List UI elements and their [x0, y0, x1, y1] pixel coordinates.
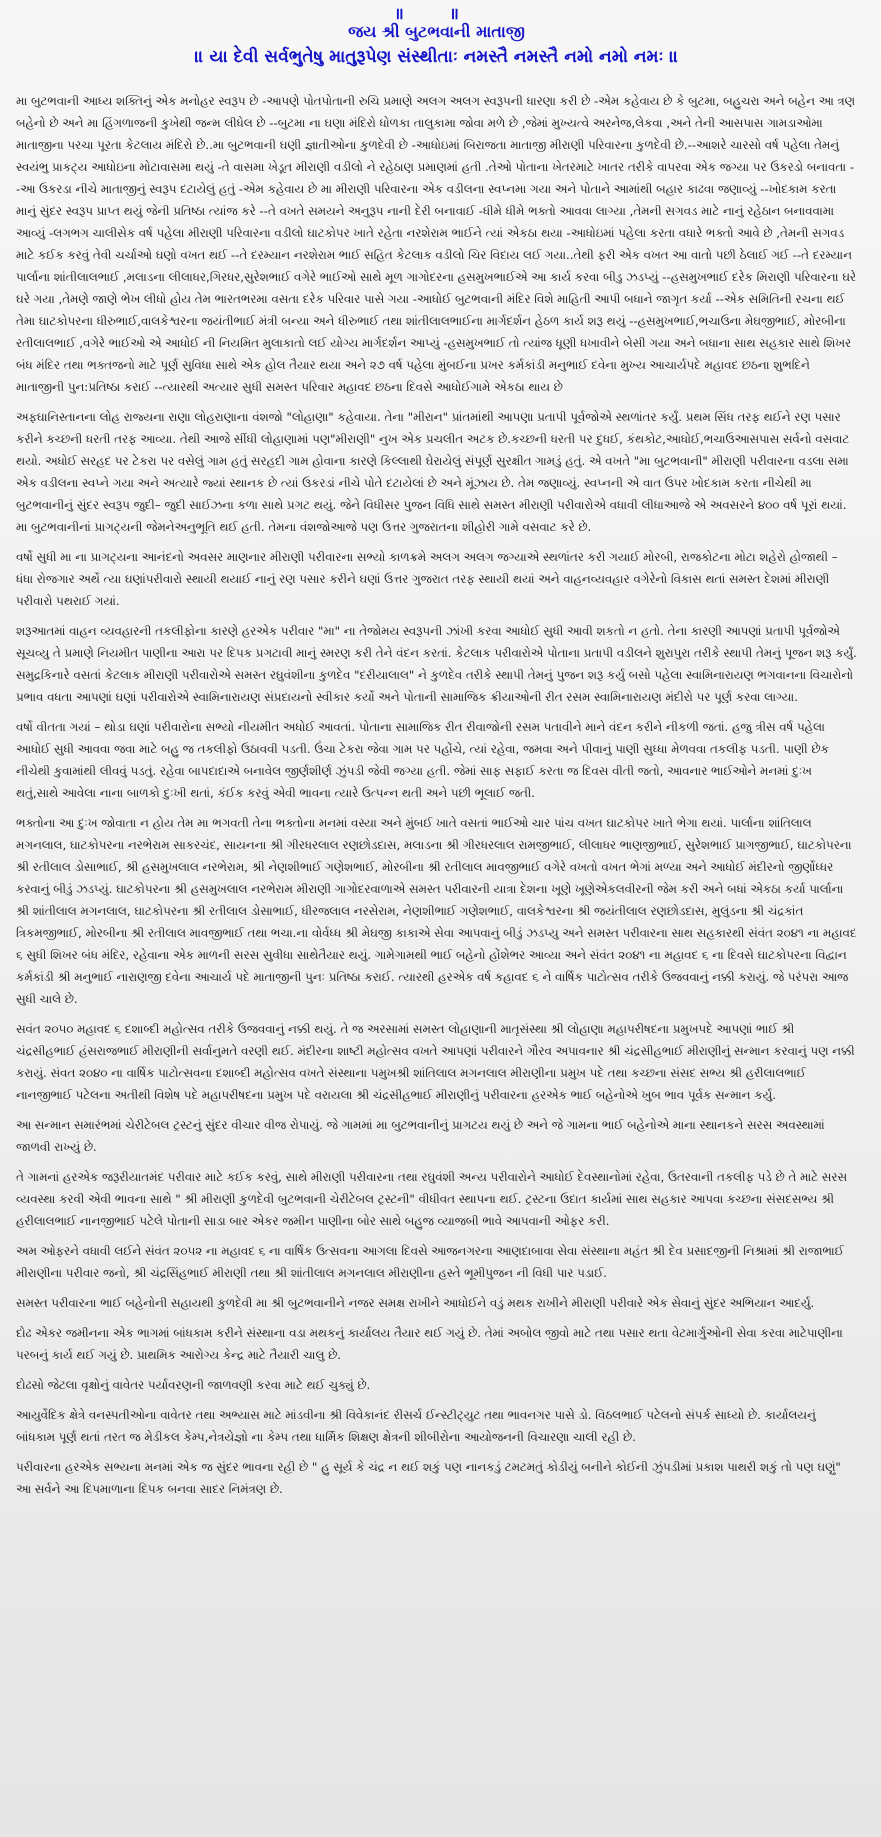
page-header	[16, 6, 857, 70]
paragraph-3: વર્ષો સુધી મા ના પ્રાગટ્યના આનંદનો અવસર માણનાર મીરાણી પરીવારના સભ્યો કાળક્રમે અલગ અલગ જગ્યાએ સ્થળાંતર કરી ગયાઈ મોરબી, રાજકોટના મોટા શહેરો હોજાથી – ધંધા રોજગાર અર્થે ત્યા ઘણાંપરીવારો સ્થાયી થયાઈ નાનું રણ પસાર કરીને ઘણાં ઉત્તર ગુજરાત તરફ સ્થાયી થયાં અને વાહનવ્યવહાર વગેરેનો વિકાસ થતાં સમસ્ત દેશમાં મીરાણી પરીવારો પથરાઈ ગયાં.	[16, 550, 838, 608]
paragraph-12: દોઢ એકર જમીનના એક ભાગમાં બાંધકામ કરીને સંસ્થાના વડા મથકનું કાર્યાલય તૈયાર થઈ ગયું છે. તેમાં અબોલ જીવો માટે તથા પસાર થતા વેટમાર્ગુઓની સેવા કરવા માટેપાણીના પરબનું કાર્ય થઈ ગયું છે. પ્રાથમિક આરોગ્ય કેન્દ્ર માટે તૈયારી ચાલુ છે.	[16, 1326, 843, 1362]
paragraph-14: આયુર્વેદિક ક્ષેત્રે વનસ્પતીઓના વાવેતર તથા અભ્યાસ માટે માંડવીના શ્રી વિવેકાનંદ રીસર્ચ ઈન્સ્ટીટ્યુટ તથા ભાવનગર પાસે ડો. વિઠલભાઈ પટેલનો સંપર્ક સાધ્યો છે. કાર્યાલયનું બાંધકામ પૂર્ણ થતાં તરત જ મેડીકલ કેમ્પ,નેત્રયેજ્ઞો ના કેમ્પ તથા ધાર્મિક શિક્ષણ ક્ષેત્રની શીબીરોના આયોજનની વિચારણા ચાલી રહી છે.	[16, 1408, 816, 1444]
page-title: જય શ્રી બુટભવાની માતાજી	[348, 22, 525, 41]
paragraph-2: અફઘાનિસ્તાનના લોહ રાજ્યના રાણા લોહરાણાના વંશજો "લોહાણા" કહેવાયા. તેના "મીરાન" પ્રાંતમાંથી આપણા પ્રતાપી પૂર્વજોએ સ્થળાંતર કર્યું. પ્રથમ સિંધ તરફ થઈને રણ પસાર કરીને કચ્છની ધરતી તરફ આવ્યા. તેથી આજે સીંધી લોહાણામાં પણ"મીરાણી" નુખ એક પ્રચલીત અટક છે.કચ્છની ધરતી પર દુધઈ, કંથકોટ,આધોઈ,ભચાઉઆસપાસ સર્વનો વસવાટ થયો. અધોઈ સરહદ પર ટેકરા પર વસેલું ગામ હતું સરહદી ગામ હોવાના કારણે કિલ્લાથી ઘેરાયેલું સંપૂર્ણ સુરક્ષીત ગામડું હતું. એ વખતે "મા બુટભવાની" મીરાણી પરીવારના વડલા સમા એક વડીલના સ્વપ્ને ગયા અને અત્યારે જ્યાં સ્થાનક છે ત્યાં ઉકરડાં નીચે પોતે દટાયેલાં છે અને મૂંઝાય છે. તેમ જણાવ્યું. સ્વપ્નની એ વાત ઉપર ખોદકામ કરતા નીચેથી મા બુટભવાનીનું સુંદર સ્વરૂપ જુદી– જુદી સાઈઝના કળા સાથે પ્રગટ થયું. જેને વિધીસર પુજન વિધિ સાથે સમસ્ત મીરાણી પરીવારોએ વધાવી લીધાઆજે એ અવસરને ૪૦૦ વર્ષ પૂરાં થયાં. મા બુટભવાનીનાં પ્રાગટ્યની જેમનેઅનુભૂતિ થઈ હતી. તેમના વંશજોઆજે પણ ઉત્તર ગુજરાતના શીહોરી ગામે વસવાટ કરે છે.	[16, 410, 850, 534]
paragraph-11: સમસ્ત પરીવારના ભાઈ બહેનોની સહાયથી કુળદેવી મા શ્રી બુટભવાનીને નજર સમક્ષ રાખીને આધોઈને વડું મથક રાખીને મીરાણી પરીવારે એક સેવાનું સુંદર અભિયાન આદર્યુ.	[16, 1296, 815, 1310]
paragraph-7: સવંત ૨૦૫૦ મહાવદ ૬ દશાબ્દી મહોત્સવ તરીકે ઉજવવાનું નક્કી થયું. તે જ અરસામાં સમસ્ત લોહાણાની માતૃસંસ્થા શ્રી લોહાણા મહાપરીષદના પ્રમુખપદે આપણાં ભાઈ શ્રી ચંદ્રસીહભાઈ હંસરાજભાઈ મીરાણીની સર્વાનુમતે વરણી થઈ. મંદીરના શાષ્ટી મહોત્સવ વખતે આપણાં પરીવારને ગૌરવ અપાવનાર શ્રી ચંદ્રસીહભાઈ મીરાણીનું સન્માન કરવાનું પણ નક્કી કરાયું. સંવત ૨૦૪૦ ના વાર્ષિક પાટોત્સવના દશાબ્દી મહોત્સવ વખતે સંસ્થાના પમુખશ્રી શાંતિલાલ મગનલાલ મીરાણીના પ્રમુખ પદે તથા કચ્છના સંસદ સભ્ય શ્રી હરીલાલભાઈ નાનજીભાઈ પટેલના અતીથી વિશેષ પદે મહાપરીષદના પ્રમુખ પદે વરાયલા શ્રી ચંદ્રસીહભાઈ મીરાણીનું પરીવારના હરએક ભાઈ બહેનોએ ખુબ ભાવ પૂર્વક સન્માન કર્યુ.	[16, 1022, 855, 1102]
header-marks: ॥ ॥	[394, 4, 479, 23]
article-body	[16, 90, 857, 1500]
header-mantra: ॥ યા દેવી સર્વભુતેષુ માતુરૂપેણ સંસ્થીતાઃ નમસ્તૈ નમસ્તૈ નમો નમો નમઃ ॥	[194, 47, 679, 67]
paragraph-8: આ સન્માન સમારંભમાં ચેરીટેબલ ટ્રસ્ટનું સુંદર વીચાર વીજ રોપાયું. જે ગામમાં મા બુટભવાનીનું પ્રાગટય થયું છે અને જે ગામના ભાઈ બહેનોએ માના સ્થાનકને સરસ અવસ્થામાં જાળવી રાખ્યું છે.	[16, 1118, 825, 1154]
paragraph-6: ભક્તોના આ દુઃખ જોવાતા ન હોય તેમ મા ભગવતી તેના ભક્તોના મનમાં વસ્યા અને મુંબઈ ખાતે વસતાં ભાઈઓ ચાર પાંચ વખત ઘાટકોપર ખાતે ભેગા થયાં. પાર્લાના શાંતિલાલ મગનલાલ, ઘાટકોપરના નરભેરામ સાકરચંદ, સાયનના શ્રી ગીરધરલાલ રણછોડદાસ, મલાડના શ્રી ગીરધરલાલ રામજીભાઈ, લીલાધર ભાણજીભાઈ, સુરેશભાઈ પ્રાગજીભાઈ, ઘાટકોપરના શ્રી રતીલાલ ડોસાભાઈ, શ્રી હસમુખલાલ નરભેરામ, શ્રી નેણશીભાઈ ગણેશભાઈ, મોરબીના શ્રી રતીલાલ માવજીભાઈ વગેરે વખતો વખત ભેગાં મળ્યા અને આધોઈ મંદીરનો જીર્ણોધ્ધર કરવાનું બીડું ઝડપ્યું. ઘાટકોપરના શ્રી હસમુખલાલ નરભેરામ મીરાણી ગાગોદરવાળાએ સમસ્ત પરીવારની યાત્રા દેશના ખૂણે ખૂણેએકલવીરની જેમ કરી અને બધાં એકઠા કર્યા પાર્લાના શ્રી શાંતીલાલ મગનલાલ, ઘાટકોપરના શ્રી રતીલાલ ડોસાભાઈ, ધીરજલાલ નરસેરામ, નેણશીભાઈ ગણેશભાઈ, વાલકેશ્વરના શ્રી જયંતીલાલ રણછોડદાસ, મુલુંડના શ્રી ચંદ્રકાંત ત્રિકમજીભાઈ, મોરબીના શ્રી રતીલાલ માવજીભાઈ તથા ભચા.ના વોર્વધ્ધ શ્રી મેઘજી કાકાએ સેવા આપવાનું બીડું ઝડપ્યુ અને સમસ્ત પરીવારના સાથ સહકારથી સંવંત ૨૦૪૧ ના મહાવદ ૬ સુધી શિખર બંધ મંદિર, રહેવાના એક માળની સરસ સુવીધા સાથેતૈયાર થયું. ગામેગામથી ભાઈ બહેનો હોંશેભર આવ્યા અને સંવંત ૨૦૪૧ ના મહાવદ ૬ ના દિવસે ઘાટકોપરના વિદ્વાન કર્મકાંડી શ્રી મનુભાઈ નારાણજી દવેના આચાર્ય પદે માતાજીની પુનઃ પ્રતિષ્ઠા કરાઈ. ત્યારથી હરએક વર્ષ કહાવદ ૬ ને વાર્ષિક પાટોત્સવ તરીકે ઉજવવાનું નક્કી કરાયું. જે પરંપરા આજ સુધી ચાલે છે.	[16, 816, 857, 1006]
paragraph-15: પરીવારના હરએક સભ્યના મનમાં એક જ સુંદર ભાવના રહી છે " હુ સૂર્ય કે ચંદ્ર ન થઈ શકું પણ નાનકડું ટમટમતું કોડીયું બનીને કોઈની ઝુંપડીમાં પ્રકાશ પાથરી શકું તો પણ ઘણું" આ સર્વને આ દિપમાળાના દિપક બનવા સાદર નિમંત્રણ છે.	[16, 1460, 841, 1496]
paragraph-5: વર્ષો વીતતા ગયાં – થોડા ઘણાં પરીવારોના સભ્યો નીયમીત અધોઈ આવતાં. પોતાના સામાજિક રીત રીવાજોની રસમ પતાવીને માને વંદન કરીને નીકળી જતાં. હજુ ત્રીસ વર્ષ પહેલા આધોઈ સુધી આવવા જવા માટે બહુ જ તકલીફો ઉઠાવવી પડતી. ઉંચા ટેકરા જેવા ગામ પર પહોંચે, ત્યાં રહેવા, જમવા અને પીવાનું પાણી સુધ્ધા મેળવવા તકલીફ પડતી. પાણી છેક નીચેથી કુવામાંથી લીવવું પડતું. રહેવા બાપદાદાએ બનાવેલ જીર્ણશીર્ણ ઝુંપડી જેવી જગ્યા હતી. જેમાં સાફ સફાઈ કરતા જ દિવસ વીતી જતો, આવનાર ભાઈઓને મનમાં દુઃખ થતું,સાથે આવેલા નાના બાળકો દુઃખી થતાં, કંઈક કરવું એવી ભાવના ત્યારે ઉત્પન્ન થતી અને પછી ભૂલાઈ જતી.	[16, 720, 829, 800]
paragraph-9: તે ગામનાં હરએક જરૂરીયાતમંદ પરીવાર માટે કઈક કરવું, સાથે મીરાણી પરીવારના તથા રઘુવંશી અન્ય પરીવારોને આધોઈ દેવસ્થાનોમાં રહેવા, ઉતરવાની તકલીફ પડે છે તે માટે સરસ વ્યવસ્થા કરવી એવી ભાવના સાથે " શ્રી મીરાણી કુળદેવી બુટભવાની ચેરીટેબલ ટ્રસ્ટની" વીધીવત સ્થાપના થઈ. ટ્રસ્ટના ઉદાત કાર્યમાં સાથ સહકાર આપવા કચ્છના સંસદસભ્ય શ્રી હરીલાલભાઈ નાનજીભાઈ પટેલે પોતાની સાડા બાર એકર જમીન પાણીના બોર સાથે બહુજ વ્યાજબી ભાવે આપવાની ઓફર કરી.	[16, 1170, 848, 1228]
paragraph-4: શરૂઆતમાં વાહન વ્યવહારની તકલીફોના કારણે હરએક પરીવાર "મા" ના તેજોમય સ્વરૂપની ઝાંખી કરવા આધોઈ સુધી આવી શકતો ન હતો. તેના કારણી આપણાં પ્રતાપી પૂર્વજોએ સૂચવ્યુ તે પ્રમાણે નિયમીત પાણીના આરા પર દિપક પ્રગટાવી માનું સ્મરણ કરી તેને વંદન કરતાં. કેટલાક પરીવારોએ પોતાના પ્રતાપી વડીલને શુરાપુરા તરીકે સ્થાપી તેમનું પૂજન શરૂ કર્યું. સમુદ્રકિનારે વસતાં કેટલાક મીરાણી પરીવારોએ સમસ્ત રઘુવંશીના કુળદેવ "દરીયાલાલ" ને કુળદેવ તરીકે સ્થાપી તેમનું પુજન શરૂ કર્યુ બસો પહેલા સ્વામિનારાયણ ભગવાનના વિચારોનો પ્રભાવ વધતા આપણાં ઘણાં પરીવારોએ સ્વામિનારાયણ સંપ્રદાયનો સ્વીકાર કર્યો અને પોતાની સામાજિક ક્રીયાઓની રીત રસમ સ્વામિનારાયણ મંદીરો પર પૂર્ણ કરવા લાગ્યા.	[16, 624, 857, 704]
paragraph-10: અમ ઓફરને વધાવી લઈને સંવંત ૨૦૫૨ ના મહાવદ ૬ ના વાર્ષિક ઉત્સવના આગલા દિવસે આજનગરના આણદાબાવા સેવા સંસ્થાના મહંત શ્રી દેવ પ્રસાદજીની નિશ્રામાં શ્રી રાજાભાઈ મીરાણીના પરીવાર જનો, શ્રી ચંદ્રસિંહભાઈ મીરાણી તથા શ્રી શાંતીલાલ મગનલાલ મીરાણીના હસ્તે ભૂમીપુજન ની વિધી પાર પડાઈ.	[16, 1244, 844, 1280]
paragraph-1: મા બુટભવાની આધ્ય શક્તિનું એક મનોહર સ્વરૂપ છે -આપણે પોતપોતાની રુચિ પ્રમાણે અલગ અલગ સ્વરૂપની ધારણા કરી છે -એમ કહેવાય છે કે બુટમા, બહુચરા અને બહેન આ ત્રણ બહેનો છે અને મા હિંગળાજની કુખેથી જન્મ લીધેલ છે --બુટમા ના ઘણા મંદિરો ધોળકા તાલુકામા જોવા મળે છે ,જેમાં મુખ્યત્વે અરનેજ,લેકવા ,અને તેની આસપાસ ગામડાઓમા માતાજીના પરચા પૂરતા કેટલાય મંદિરો છે..મા બુટભવાની ઘણી જ્ઞાતીઓના કુળદેવી છે -આધોઇમાં બિરાજતા માતાજી મીરાણી પરિવારના કુળદેવી છે.--આશરે ચારસો વર્ષ પહેલા તેમનું સ્વયંભુ પ્રાકટ્ય આધોઇના મોટાવાસમા થયું -તે વાસમા ખેડૂત મીરાણી વડીલો ને રહેઠાણ પ્રમાણમાં હતી .તેઓ પોતાના ખેતરમાટે ખાતર તરીકે વાપરવા એક જગ્યા પર ઉકરડો બનાવતા --આ ઉકરડા નીચે માતાજીનું સ્વરૂપ દટાયેલું હતું -એમ કહેવાય છે મા મીરાણી પરિવારના એક વડીલના સ્વપ્નમા ગયા અને પોતાને આમાંથી બહાર કાઢવા જણાવ્યું --ખોદકામ કરતા માનું સુંદર સ્વરૂપ પ્રાપ્ત થયું જેની પ્રતિષ્ઠા ત્યાંજ કરે --તે વખતે સમયને અનુરૂપ નાની દેરી બનાવાઈ -ધીમે ધીમે ભક્તો આવવા લાગ્યા ,તેમની સગવડ માટે નાનું રહેઠાન બનાવવામા આવ્યું -લગભગ ચાલીસેક વર્ષ પહેલા મીરાણી પરિવારના વડીલો ઘાટકોપર ખાતે રહેતા નરશેરામ ભાઈને ત્યાં એકઠા થયા -આધોઇમાં પહેલા કરતા વધારે ભક્તો આવે છે ,તેમની સગવડ માટે કઈક કરવું તેવી ચર્ચાઓ ઘણો વખત થઈ --તે દરમ્યાન નરશેરામ ભાઈ સહિત કેટલાક વડીલો ચિર વિદાય લઈ ગયા..તેથી ફરી એક વખત આ વાતો પછી ઠેલાઈ ગઈ --તે દરમ્યાન પાર્લાના શાંતીલાલભાઈ ,મલાડના લીલાધર,ગિરધર,સુરેશભાઈ વગેરે ભાઈઓ સાથે મૂળ ગાગોદરના હસમુખભાઈએ આ કાર્ય કરવા બીડુ ઝડપ્યું --હસમુખભાઈ દરેક મિરાણી પરિવારના ઘરે ઘરે ગયા ,તેમણે જાણે ભેખ લીધો હોય તેમ ભારતભરમા વસતા દરેક પરિવાર પાસે ગયા -આધોઈ બુટભવાની મંદિર વિશે માહિતી આપી બધાને જાગૃત કર્યા --એક સમિતિની રચના થઈ તેમા ઘાટકોપરના ધીરુભાઈ,વાલકેશ્વરના જયંતીભાઈ મંત્રી બન્યા અને ધીરુભાઈ તથા શાંતીલાલભાઈના માર્ગદર્શન હેઠળ કાર્ય શરૂ થયું --હસમુખભાઈ,ભચાઉના મેઘજીભાઈ, મોરબીના રતીલાલભાઈ ,વગેરે ભાઈઓ એ આધોઈ ની નિયમિત મુલાકાતો લઈ યોગ્ય માર્ગદર્શન આપ્યું -હસમુખભાઈ તો ત્યાંજ ધૂણી ધખાવીને બેસી ગયા અને બધાના સાથ સહકાર સાથે શિખર બંધ મંદિર તથા ભક્તજનો માટે પૂર્ણ સુવિધા સાથે એક હોલ તૈયાર થયા અને ૨૭ વર્ષ પહેલા મુંબઈના પ્રખર કર્મકાંડી મનુભાઈ દવેના મુખ્ય આચાર્યપદે મહાવદ છઠના શુભદિને માતાજીની પુન:પ્રતિષ્ઠા કરાઈ --ત્યારથી અત્યાર સુધી સમસ્ત પરિવાર મહાવદ છઠના દિવસે આધોઈગામે એકઠા થાય છે	[16, 94, 857, 394]
paragraph-13: દોઢસો જેટલા વૃક્ષોનું વાવેતર પર્યાવરણની જાળવણી કરવા માટે થઈ ચુક્યું છે.	[16, 1378, 371, 1392]
